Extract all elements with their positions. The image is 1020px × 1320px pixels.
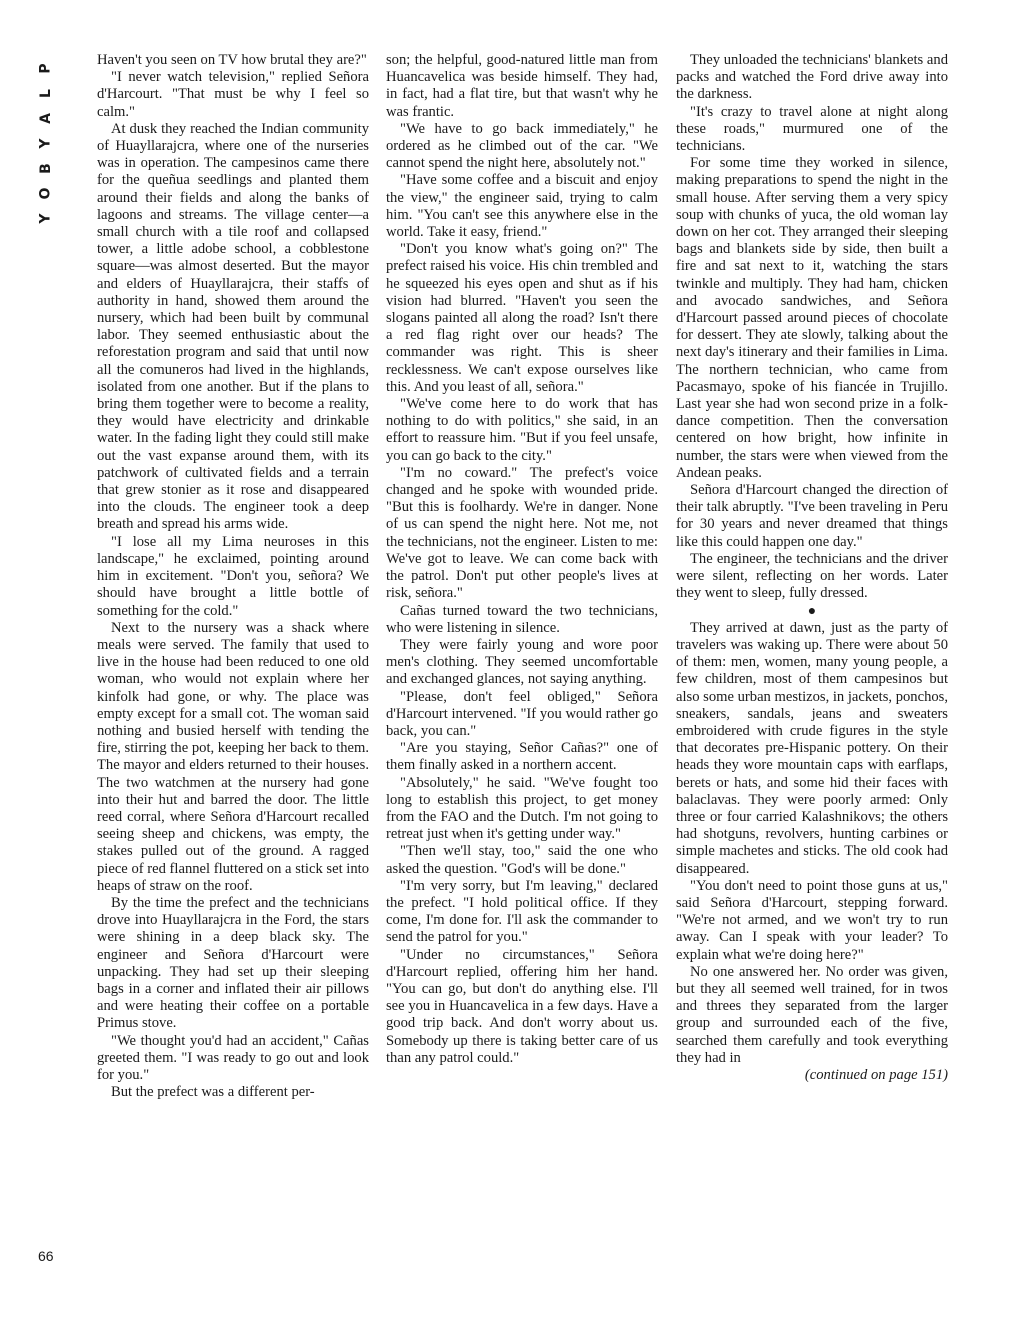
paragraph: "I never watch television," replied Señora d'Harcourt. "That must be why I feel so calm.": [97, 69, 369, 120]
text-column-1: [97, 52, 369, 1101]
paragraph: "Have some coffee and a biscuit and enjoy the view," the engineer said, trying to calm him. "You can't see this anywhere else in the world. Take it easy, friend.": [386, 172, 658, 241]
paragraph: For some time they worked in silence, making preparations to spend the night in the small house. After serving them a very spicy soup with chunks of yuca, the old woman lay down on her cot. They arranged their sleeping bags and blankets side by side, then built a fire and sat next to it, watching the stars twinkle and multiply. They had ham, chicken and avocado sandwiches, and Señora d'Harcourt passed around pieces of chocolate for dessert. They ate slowly, talking about the next day's itinerary and their families in Lima. The northern technician, who came from Pacasmayo, spoke of his fiancée in Trujillo. Last year she had won second prize in a folk-dance competition. Then the conversation centered on how bright, how infinite in number, the stars were when viewed from the Andean peaks.: [676, 155, 948, 481]
paragraph: They arrived at dawn, just as the party of travelers was waking up. There were about 50 of them: men, women, many young people, a few children, most of them campesinos but also some urban mestizos, in jackets, ponchos, sneakers, sandals, jeans and sweaters embroidered with crude figures in the style that decorates pre-Hispanic pottery. On their heads they wore mountain caps with earflaps, berets or hats, and some hid their faces with balaclavas. They were poorly armed: Only three or four carried Kalashnikovs; the others had shotguns, revolvers, hunting carbines or simple machetes and sticks. The old cook had disappeared.: [676, 619, 948, 877]
paragraph: "I'm no coward." The prefect's voice changed and he spoke with wounded pride. "But this is foolhardy. We're in danger. None of us can spend the night here. Not me, not the technicians, not the engineer. Listen to me: We've got to leave. We can come back with the patrol. Don't put other people's lives at risk, señora.": [386, 464, 658, 602]
paragraph: "We've come here to do work that has nothing to do with politics," she said, in an effort to reassure him. "But if you feel unsafe, you can go back to the city.": [386, 396, 658, 464]
masthead-letter: Y: [37, 213, 54, 224]
magazine-masthead: [28, 56, 64, 231]
page-number: 66: [38, 1248, 54, 1264]
paragraph: "We have to go back immediately," he ordered as he climbed out of the car. "We cannot spend the night here, absolutely not.": [386, 120, 658, 172]
paragraph: No one answered her. No order was given, but they all seemed well trained, for in twos and threes they separated from the larger group and surrounded each of the five, searched them carefully and took everything they had in: [676, 963, 948, 1066]
paragraph: "Then we'll stay, too," said the one who asked the question. "God's will be done.": [386, 843, 658, 877]
paragraph: Cañas turned toward the two technicians, who were listening in silence.: [386, 602, 658, 636]
text-column-3: [676, 52, 948, 1084]
masthead-letter: Y: [37, 138, 54, 149]
section-break-bullet: ●: [807, 603, 817, 619]
paragraph: Haven't you seen on TV how brutal they are?": [97, 52, 367, 68]
paragraph: The engineer, the technicians and the driver were silent, reflecting on her words. Later they went to sleep, fully dressed.: [676, 550, 948, 602]
paragraph: "It's crazy to travel alone at night along these roads," murmured one of the technicians.: [676, 103, 948, 155]
paragraph: "You don't need to point those guns at us," said Señora d'Harcourt, stepping forward. "We're not armed, and we won't try to run away. Can I speak with your leader? To explain what we're doing here?": [676, 877, 948, 963]
paragraph: At dusk they reached the Indian community of Huayllarajcra, where one of the nurseries was in operation. The campesinos came there for the queñua seedlings and planted them around their fields and along the banks of lagoons and streams. The village center—a small church with a tile roof and collapsed tower, a little adobe school, a cobblestone square—was almost deserted. But the mayor and elders of Huayllarajcra, their staffs of authority in hand, showed them around the nursery, which had been built by communal labor. They seemed enthusiastic about the reforestation program and said that until now all the comuneros had lived in the highlands, isolated from one another. But if the plans to bring them together were to become a reality, they would have electricity and drinkable water. In the fading light they could still make out the vast expanse around them, with its patchwork of cultivated fields and a terrain that grew stonier as it rose and disappeared into the clouds. The engineer took a deep breath and spread his arms wide.: [97, 120, 369, 533]
paragraph: "Under no circumstances," Señora d'Harcourt replied, offering him her hand. "You can go, but don't do anything else. I'll see you in Huancavelica in a few days. Have a good trip back. And don't worry about us. Somebody up there is taking better care of us than any patrol could.": [386, 946, 658, 1066]
paragraph: Next to the nursery was a shack where meals were served. The family that used to live in the house had been reduced to one old woman, who would not explain where her kinfolk had gone, or why. The place was empty except for a small cot. The woman said nothing and busied herself with tending the fire, stirring the pot, keeping her back to them. The mayor and elders returned to their houses. The two watchmen at the nursery had gone into their hut and barred the door. The little reed corral, where Señora d'Harcourt recalled seeing sheep and chickens, was empty, the stakes pulled out of the ground. A ragged piece of red flannel fluttered on a stick set into heaps of straw on the roof.: [97, 619, 369, 894]
paragraph: "Don't you know what's going on?" The prefect raised his voice. His chin trembled and he squeezed his eyes open and shut as if his vision had blurred. "Haven't you seen the slogans painted all along the road? Isn't there a red flag right over our heads? The commander was right. This is sheer recklessness. We can't expose ourselves like this. And you least of all, señora.": [386, 241, 658, 395]
paragraph: They were fairly young and wore poor men's clothing. They seemed uncomfortable and exchanged glances, not saying anything.: [386, 636, 658, 688]
paragraph: But the prefect was a different per-: [111, 1084, 315, 1101]
paragraph: By the time the prefect and the technicians drove into Huayllarajcra in the Ford, the stars were shining in a deep black sky. The engineer and Señora d'Harcourt were unpacking. They had set up their sleeping bags in a corner and inflated their air pillows and were heating their coffee on a portable Primus stove.: [97, 894, 369, 1032]
paragraph: Señora d'Harcourt changed the direction of their talk abruptly. "I've been traveling in Peru for 30 years and never dreamed that things like this could happen one day.": [676, 482, 948, 550]
paragraph: "We thought you'd had an accident," Cañas greeted them. "I was ready to go out and look for you.": [97, 1032, 369, 1083]
paragraph: son; the helpful, good-natured little man from Huancavelica was beside himself. They had, in fact, had a flat tire, but that wasn't why he was frantic.: [386, 52, 658, 120]
paragraph: "Are you staying, Señor Cañas?" one of them finally asked in a northern accent.: [386, 740, 658, 774]
paragraph: They unloaded the technicians' blankets and packs and watched the Ford drive away into the darkness.: [676, 52, 948, 103]
masthead-letter: B: [37, 163, 54, 174]
masthead-letter: L: [37, 89, 54, 98]
masthead-letter: P: [37, 63, 54, 74]
masthead-letter: A: [37, 113, 54, 124]
masthead-letter: O: [37, 187, 54, 200]
paragraph: "Please, don't feel obliged," Señora d'Harcourt intervened. "If you would rather go back, you can.": [386, 688, 658, 739]
text-column-2: [386, 52, 658, 1067]
paragraph: "I lose all my Lima neuroses in this landscape," he exclaimed, pointing around him in excitement. "Don't you, señora? We should have brought a little bottle of something for the cold.": [97, 533, 369, 619]
paragraph: "I'm very sorry, but I'm leaving," declared the prefect. "I hold political office. If they come, I'm done for. I'll ask the commander to send the patrol for you.": [386, 877, 658, 946]
continued-note: (continued on page 151): [804, 1066, 948, 1083]
paragraph: "Absolutely," he said. "We've fought too long to establish this project, to get money from the FAO and the Dutch. I'm not going to retreat just when it's getting under way.": [386, 774, 658, 843]
